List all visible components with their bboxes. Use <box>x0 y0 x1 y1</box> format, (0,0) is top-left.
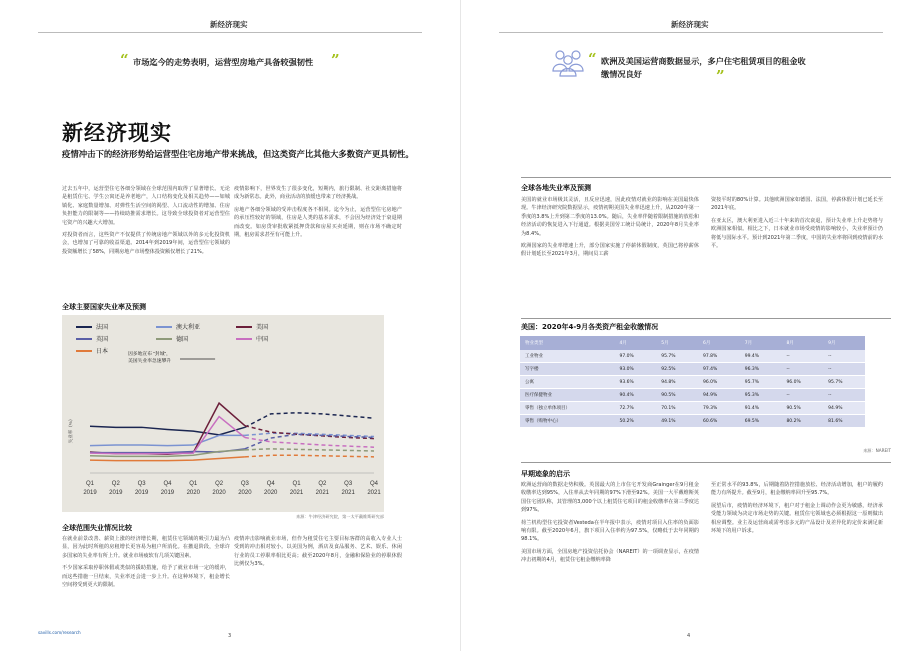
table-row <box>520 376 865 389</box>
s1-column-2 <box>711 196 883 254</box>
close-quote-icon: ” <box>331 51 340 69</box>
y-axis-label: 失业率（%） <box>68 416 73 444</box>
series-forecast-line <box>245 438 374 448</box>
x-tick-label: 2020 <box>186 490 200 496</box>
series-forecast-line <box>245 455 374 457</box>
table-cell: 79.3% <box>698 402 740 415</box>
table-cell: 公寓 <box>520 376 615 389</box>
legend-label: 澳大利亚 <box>176 325 201 331</box>
page-number: 3 <box>228 633 232 639</box>
table-cell: 97.8% <box>698 350 740 363</box>
right-pull-quote: 欧洲及美国运营商数据显示，多户住宅租赁项目的租金收缴情况良好 <box>601 56 806 79</box>
section-title: 全球范围失业情况比较 <box>62 524 132 532</box>
left-header-rule <box>38 32 422 33</box>
x-tick-label: Q2 <box>111 481 120 487</box>
section-rule <box>521 318 891 319</box>
paragraph: 疫情冲击影响就业市场，但作为租赁住宅主要目标客群的高收入专业人士受到的冲击相对较小。以美国为例，酒店及食品服务、艺术、娱乐、休闲行业的员工停职率相比更高；截至2020年8月，金融和保险业的停职休假比例仅为3%。 <box>234 536 402 568</box>
table-cell: 49.1% <box>656 415 698 428</box>
table-row <box>520 402 865 415</box>
table-cell: 96.0% <box>781 376 823 389</box>
legend-label: 德国 <box>176 337 189 343</box>
column-header: 7月 <box>740 336 782 350</box>
x-tick-label: Q2 <box>318 481 327 487</box>
x-tick-label: Q3 <box>240 481 249 487</box>
table-row <box>520 415 865 428</box>
table-cell: 94.9% <box>823 402 865 415</box>
column-header: 4月 <box>615 336 657 350</box>
table-cell: 96.0% <box>698 376 740 389</box>
table-cell: 60.6% <box>698 415 740 428</box>
unemployment-chart <box>62 315 384 512</box>
table-cell: -- <box>781 350 823 363</box>
series-line <box>90 457 245 461</box>
table-cell: 97.0% <box>615 350 657 363</box>
table-cell: 写字楼 <box>520 363 615 376</box>
open-quote-icon: “ <box>120 51 129 69</box>
x-tick-label: 2021 <box>289 490 304 496</box>
table-cell: 97.4% <box>698 363 740 376</box>
paragraph: 美国市场方面，全国房地产投资信托协会（NAREIT）的一项调查显示，在疫情冲击初期的4月，租赁住宅租金缴纳率降 <box>521 548 699 564</box>
table-cell: 93.0% <box>615 363 657 376</box>
x-tick-label: 2020 <box>212 490 226 496</box>
people-group-icon <box>551 47 585 77</box>
table-row <box>520 389 865 402</box>
x-tick-label: Q1 <box>85 481 95 487</box>
table-cell: 99.4% <box>740 350 782 363</box>
series-line <box>90 426 245 435</box>
x-tick-label: Q1 <box>292 481 301 487</box>
s2-column-1 <box>521 481 699 569</box>
paragraph: 欧洲国家的失业率增速上升，部分国家实施了停薪休假制度，英国已将停薪休假计划延长至2021年3月，期间员工薪 <box>521 242 699 258</box>
table-cell: 90.4% <box>615 389 657 402</box>
column-header: 5月 <box>656 336 698 350</box>
section-title: 全球各地失业率及预测 <box>521 184 591 192</box>
table-cell: 81.6% <box>823 415 865 428</box>
x-tick-label: 2020 <box>238 490 252 496</box>
table-cell: -- <box>781 389 823 402</box>
table-cell: 96.3% <box>740 363 782 376</box>
x-tick-label: Q4 <box>163 481 172 487</box>
legend-label: 法国 <box>96 325 109 331</box>
x-tick-label: Q3 <box>137 481 146 487</box>
legend-label: 日本 <box>96 349 109 355</box>
paragraph: 对投资者而言，这些资产不仅提供了传统房地产领域以外的多元化投资机会，也增加了可靠的收益渠道。2014年到2019年间，运营型住宅领域的投资额增长了58%，同期房地产市场整体投资额仅增长了21%。 <box>62 231 230 255</box>
paragraph: 过去五年中，运营型住宅各细分领域在全球范围内取得了显著增长。无论是租赁住宅、学生公寓还是养老地产，人口结构变化及相关趋势——如城镇化、家庭数量增加、对弹性生活空间的渴望、人口流动性的增加、住房负担能力的限制等——持续助推需求增长。这导致全球投资者对运营型住宅资产的兴趣大大增加。 <box>62 186 230 226</box>
lead-paragraph: 疫情冲击下的经济形势给运营型住宅房地产带来挑战，但这类资产比其他大多数资产更具韧性。 <box>62 149 414 159</box>
paragraph: 资按平时的80%计算。其他欧洲国家如德国、法国，停薪休假计划已延长至2021年底。 <box>711 197 883 212</box>
column-header: 6月 <box>698 336 740 350</box>
table-cell: -- <box>823 350 865 363</box>
paragraph: 不少国家采取停职休假或类似的援助措施，给予了就业市场一定的缓冲，而这些措施一旦结束，失业率还会进一步上升。在这种环境下，租金增长空间将受到更大的限制。 <box>62 565 230 588</box>
paragraph: 荷兰机构型住宅投资者Vesteda在半年报中表示，疫情对项目入住率的负面影响有限。截至2020年6月，旗下项目入住率约为97.5%，仅略低于去年同期的98.1%。 <box>521 519 699 543</box>
table-cell: 91.4% <box>740 402 782 415</box>
column-header: 物业类型 <box>520 336 615 350</box>
table-cell: 70.1% <box>656 402 698 415</box>
table-cell: 工业物业 <box>520 350 615 363</box>
x-tick-label: 2021 <box>341 490 355 496</box>
x-tick-label: 2019 <box>134 490 149 496</box>
table-cell: 93.6% <box>615 376 657 389</box>
x-tick-label: Q2 <box>215 481 224 487</box>
x-tick-label: 2019 <box>109 490 123 496</box>
table-cell: 零售（独立单体项目） <box>520 402 615 415</box>
intro-column-2 <box>234 185 402 243</box>
table-cell: 72.7% <box>615 402 657 415</box>
legend-label: 中国 <box>256 337 269 343</box>
section-rule <box>521 177 891 178</box>
x-tick-label: Q4 <box>369 481 379 487</box>
table-cell: 90.5% <box>656 389 698 402</box>
series-forecast-line <box>245 434 374 449</box>
section-title: 早期迹象的启示 <box>521 470 570 478</box>
right-page-header: 新经济现实 <box>671 20 709 29</box>
right-header-rule <box>499 32 883 33</box>
x-tick-label: Q1 <box>189 481 198 487</box>
column-header: 8月 <box>781 336 823 350</box>
page-number: 4 <box>687 633 691 639</box>
s2-column-2 <box>711 481 883 539</box>
left-pull-quote: 市场迄今的走势表明，运营型房地产具备较强韧性 <box>133 57 314 67</box>
paragraph: 房地产各细分领域的受冲击程度各不相同。迄今为止，运营型住宅房地产的承压性较好的领域，住房是人类的基本需求，不会因为经济处于衰退期而改变。如房贷审批收紧抵押贷款和房屋买卖延期，则在市场不确定时期，租房需求甚至有可能上升。 <box>234 206 402 238</box>
column-header: 9月 <box>823 336 865 350</box>
section2-column-1 <box>62 535 230 593</box>
table-header-row <box>520 336 865 350</box>
x-tick-label: Q4 <box>266 481 275 487</box>
x-tick-label: 2019 <box>83 490 97 496</box>
s1-column-1 <box>521 196 699 263</box>
x-tick-label: Q3 <box>344 481 353 487</box>
chart-title: 全球主要国家失业率及预测 <box>62 303 146 311</box>
table-cell: -- <box>781 363 823 376</box>
left-page-header: 新经济现实 <box>210 20 248 29</box>
table-cell: 90.5% <box>781 402 823 415</box>
table-title: 美国：2020年4-9月各类资产租金收缴情况 <box>521 323 659 331</box>
table-cell: 80.2% <box>781 415 823 428</box>
legend-label: 英国 <box>96 337 109 343</box>
section2-column-2 <box>234 535 402 573</box>
paragraph: 展望后市，疫情的经济环境下，租户对于租金上调动作会更为敏感，经济承受能力领域为决定市场走势的关键。租赁住宅领域也必须根据这一原则做出相应调整。业主及运营商或需考虑多元的产品设计及差异化的定价来满足新环境下的用户诉求。 <box>711 502 883 534</box>
open-quote-icon: “ <box>588 50 597 68</box>
table-cell: 95.3% <box>740 389 782 402</box>
table-cell: 94.8% <box>656 376 698 389</box>
table-cell: 95.7% <box>656 350 698 363</box>
table-cell: 95.7% <box>740 376 782 389</box>
section-rule <box>521 462 891 463</box>
paragraph: 疫情影响下，世界发生了很多变化，短期内，旅行限制、社交距离措施将成为新常态。此外，商业活动的放缓也带来了经济挑战。 <box>234 186 402 201</box>
table-cell: 95.7% <box>823 376 865 389</box>
table-cell: 医疗保健物业 <box>520 389 615 402</box>
table-row <box>520 350 865 363</box>
series-line <box>90 435 245 445</box>
x-tick-label: 2019 <box>160 490 175 496</box>
paragraph: 在就业前景改善、薪资上涨的经济增长期，租赁住宅领域的吸引力最为凸显，因为此时所租的房租增长更容易为租户所消化。在撤退阶段，全球许多国家的失业率有所上升。就业市场疲软有几项关键因素。 <box>62 536 230 559</box>
paragraph: 欧洲运营商的数据走势积极。英国最大的上市住宅开发商Grainger在9月租金收缴率达到95%，入住率从去年同期的97%下滑至92%。美国一大平戴维斯英国住宅团队称，其管理的3,000个以上租赁住宅项目的租金收缴率在第三季度达到97%。 <box>521 482 699 514</box>
paragraph: 在亚太区，澳大利亚进入近三十年来的首次衰退，预计失业率上升走势将与欧洲国家相似。相比之下，日本就业市场受疫情的影响较小，失业率预计仍将低与国际水平。预计到2021年第二季度，中国的失业率将回到疫情前的水平。 <box>711 217 883 249</box>
table-source: 来源：NAREIT <box>863 448 891 453</box>
table-cell: 92.5% <box>656 363 698 376</box>
legend-label: 美国 <box>256 325 269 331</box>
table-cell: -- <box>823 389 865 402</box>
intro-column-1 <box>62 185 230 260</box>
unemployment-chart-svg <box>62 315 384 512</box>
rent-collection-table <box>520 336 865 428</box>
table-cell: -- <box>823 363 865 376</box>
table-cell: 50.2% <box>615 415 657 428</box>
paragraph: 美国的就业市场极其灵活，且反应迅速，因此疫情对就业的影响在美国最快体现。牛津经济研究院数据显示，疫情初期美国失业率迅速上升，从2020年第一季度的3.8%上升到第二季度的13.0%。随后，失业率伴随着限制措施的放松和经济活动的恢复进入下行通道。根据美国劳工统计局统计，2020年8月失业率为8.4%。 <box>521 197 699 237</box>
chart-source: 来源：牛津经济研究院，第一太平戴维斯研究部 <box>296 514 384 519</box>
series-forecast-line <box>245 413 374 428</box>
x-tick-label: 2020 <box>264 490 278 496</box>
x-tick-label: 2021 <box>367 490 381 496</box>
right-page <box>460 0 920 651</box>
page-title: 新经济现实 <box>62 121 172 145</box>
chart-annotation: 美国失业率急速攀升 <box>128 359 172 364</box>
footer-link[interactable]: savills.com/research <box>38 630 81 635</box>
chart-annotation: 因多地宣布 “封城”， <box>128 352 171 357</box>
table-row <box>520 363 865 376</box>
table-cell: 94.9% <box>698 389 740 402</box>
close-quote-icon: ” <box>716 67 725 85</box>
table-cell: 69.5% <box>740 415 782 428</box>
series-line <box>90 403 245 454</box>
paragraph: 至正常水平的93.8%，后期随着防控措施放松、经济活动增加，租户的履约能力有所提升。截至9月，租金缴纳率回升至95.7%。 <box>711 482 883 497</box>
series-forecast-line <box>245 449 374 451</box>
x-tick-label: 2021 <box>315 490 330 496</box>
table-cell: 零售（购物中心） <box>520 415 615 428</box>
